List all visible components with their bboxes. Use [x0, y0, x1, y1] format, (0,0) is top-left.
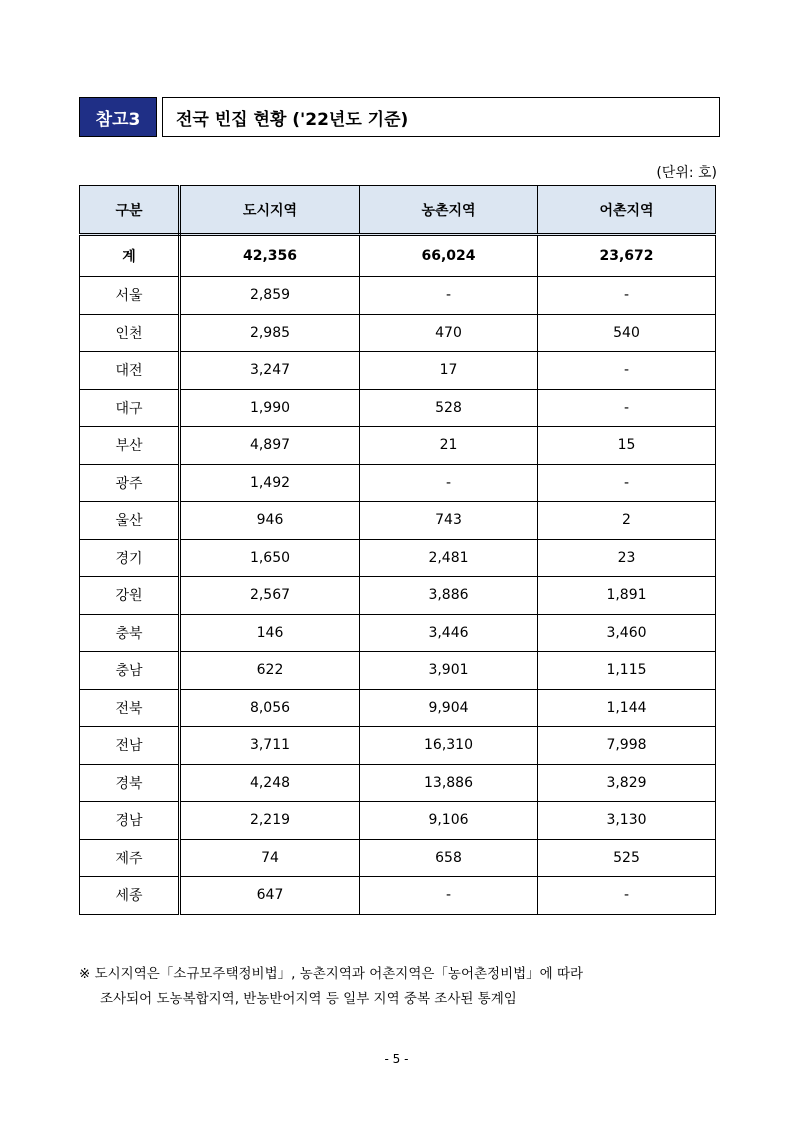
- unit-label: (단위: 호): [656, 165, 717, 181]
- urban-cell: 74: [180, 839, 360, 877]
- urban-cell: 647: [180, 877, 360, 915]
- table-row: [80, 502, 716, 540]
- fishing-cell: 23: [538, 539, 716, 577]
- region-cell: 경기: [80, 539, 180, 577]
- rural-cell: 2,481: [360, 539, 538, 577]
- urban-cell: 1,492: [180, 464, 360, 502]
- column-header-fishing: 어촌지역: [538, 186, 716, 235]
- table-row: [80, 539, 716, 577]
- rural-cell: -: [360, 464, 538, 502]
- page-number: - 5 -: [384, 1052, 409, 1066]
- urban-cell: 946: [180, 502, 360, 540]
- reference-badge: 참고3: [79, 97, 157, 137]
- rural-cell: -: [360, 277, 538, 315]
- urban-cell: 1,990: [180, 389, 360, 427]
- fishing-cell: -: [538, 877, 716, 915]
- table-row: [80, 577, 716, 615]
- region-cell: 충북: [80, 614, 180, 652]
- rural-cell: 3,886: [360, 577, 538, 615]
- vacant-house-table: [79, 185, 716, 915]
- fishing-cell: 3,130: [538, 802, 716, 840]
- fishing-cell: -: [538, 277, 716, 315]
- section-header: [79, 97, 720, 137]
- fishing-cell: 540: [538, 314, 716, 352]
- rural-cell: -: [360, 877, 538, 915]
- urban-cell: 1,650: [180, 539, 360, 577]
- region-cell: 광주: [80, 464, 180, 502]
- total-label: 계: [80, 235, 180, 277]
- table-row: [80, 877, 716, 915]
- fishing-cell: 15: [538, 427, 716, 465]
- urban-cell: 146: [180, 614, 360, 652]
- table-row: [80, 277, 716, 315]
- rural-cell: 9,904: [360, 689, 538, 727]
- region-cell: 경북: [80, 764, 180, 802]
- region-cell: 서울: [80, 277, 180, 315]
- urban-cell: 4,248: [180, 764, 360, 802]
- region-cell: 강원: [80, 577, 180, 615]
- table-row: [80, 689, 716, 727]
- region-cell: 부산: [80, 427, 180, 465]
- footnote-line-1: ※ 도시지역은「소규모주택정비법」, 농촌지역과 어촌지역은「농어촌정비법」에 따라: [79, 966, 584, 982]
- rural-cell: 17: [360, 352, 538, 390]
- table-row: [80, 389, 716, 427]
- region-cell: 세종: [80, 877, 180, 915]
- table-row: [80, 614, 716, 652]
- footnote: [79, 962, 729, 1012]
- table-row: [80, 314, 716, 352]
- footnote-line-2: 조사되어 도농복합지역, 반농반어지역 등 일부 지역 중복 조사된 통계임: [100, 991, 517, 1007]
- rural-cell: 528: [360, 389, 538, 427]
- fishing-cell: 1,115: [538, 652, 716, 690]
- fishing-cell: 3,460: [538, 614, 716, 652]
- fishing-cell: 1,891: [538, 577, 716, 615]
- urban-cell: 4,897: [180, 427, 360, 465]
- rural-cell: 3,901: [360, 652, 538, 690]
- region-cell: 인천: [80, 314, 180, 352]
- region-cell: 전북: [80, 689, 180, 727]
- fishing-cell: 3,829: [538, 764, 716, 802]
- rural-cell: 658: [360, 839, 538, 877]
- table-row: [80, 427, 716, 465]
- table-row: [80, 652, 716, 690]
- rural-cell: 9,106: [360, 802, 538, 840]
- fishing-cell: 2: [538, 502, 716, 540]
- table-row: [80, 839, 716, 877]
- fishing-cell: -: [538, 352, 716, 390]
- urban-cell: 2,567: [180, 577, 360, 615]
- urban-cell: 622: [180, 652, 360, 690]
- rural-cell: 16,310: [360, 727, 538, 765]
- region-cell: 대전: [80, 352, 180, 390]
- urban-cell: 2,985: [180, 314, 360, 352]
- total-urban: 42,356: [180, 235, 360, 277]
- urban-cell: 3,711: [180, 727, 360, 765]
- rural-cell: 3,446: [360, 614, 538, 652]
- urban-cell: 2,219: [180, 802, 360, 840]
- table-row: [80, 764, 716, 802]
- region-cell: 충남: [80, 652, 180, 690]
- region-cell: 제주: [80, 839, 180, 877]
- total-rural: 66,024: [360, 235, 538, 277]
- fishing-cell: -: [538, 389, 716, 427]
- urban-cell: 8,056: [180, 689, 360, 727]
- rural-cell: 21: [360, 427, 538, 465]
- column-header-rural: 농촌지역: [360, 186, 538, 235]
- rural-cell: 470: [360, 314, 538, 352]
- total-fishing: 23,672: [538, 235, 716, 277]
- table-row-total: [80, 235, 716, 277]
- column-header-category: 구분: [80, 186, 180, 235]
- fishing-cell: 525: [538, 839, 716, 877]
- table-row: [80, 352, 716, 390]
- table-row: [80, 464, 716, 502]
- rural-cell: 13,886: [360, 764, 538, 802]
- urban-cell: 3,247: [180, 352, 360, 390]
- fishing-cell: 1,144: [538, 689, 716, 727]
- fishing-cell: -: [538, 464, 716, 502]
- fishing-cell: 7,998: [538, 727, 716, 765]
- table-row: [80, 802, 716, 840]
- urban-cell: 2,859: [180, 277, 360, 315]
- region-cell: 경남: [80, 802, 180, 840]
- region-cell: 전남: [80, 727, 180, 765]
- table-header-row: [80, 186, 716, 235]
- page-title: 전국 빈집 현황 ('22년도 기준): [162, 97, 720, 137]
- column-header-urban: 도시지역: [180, 186, 360, 235]
- region-cell: 울산: [80, 502, 180, 540]
- rural-cell: 743: [360, 502, 538, 540]
- table-row: [80, 727, 716, 765]
- region-cell: 대구: [80, 389, 180, 427]
